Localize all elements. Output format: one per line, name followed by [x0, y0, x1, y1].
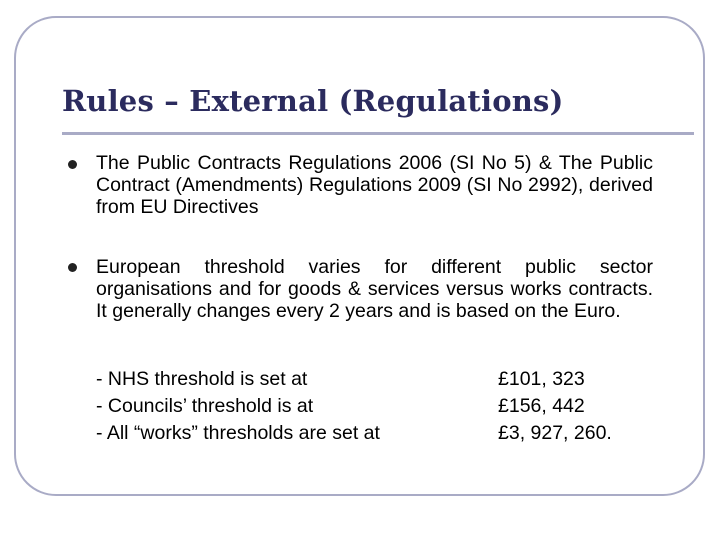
threshold-value: £3, 927, 260.: [498, 422, 612, 444]
bullet-dot-icon: [68, 160, 77, 169]
threshold-label: - Councils’ threshold is at: [96, 395, 314, 417]
slide-title: Rules – External (Regulations): [62, 84, 564, 118]
bullet-dot-icon: [68, 263, 77, 272]
threshold-label: - All “works” thresholds are set at: [96, 422, 380, 444]
bullet-text-regulations: The Public Contracts Regulations 2006 (SI No 5) & The Public Contract (Amendments) Regulations 2009 (SI No 2992), derived from EU Directives: [96, 152, 653, 218]
threshold-label: - NHS threshold is set at: [96, 368, 308, 390]
bullet-text-threshold: European threshold varies for different public sector organisations and for goods & services versus works contracts. It generally changes every 2 years and is based on the Euro.: [96, 256, 653, 322]
threshold-value: £101, 323: [498, 368, 585, 390]
threshold-value: £156, 442: [498, 395, 585, 417]
title-underline: [62, 132, 694, 135]
